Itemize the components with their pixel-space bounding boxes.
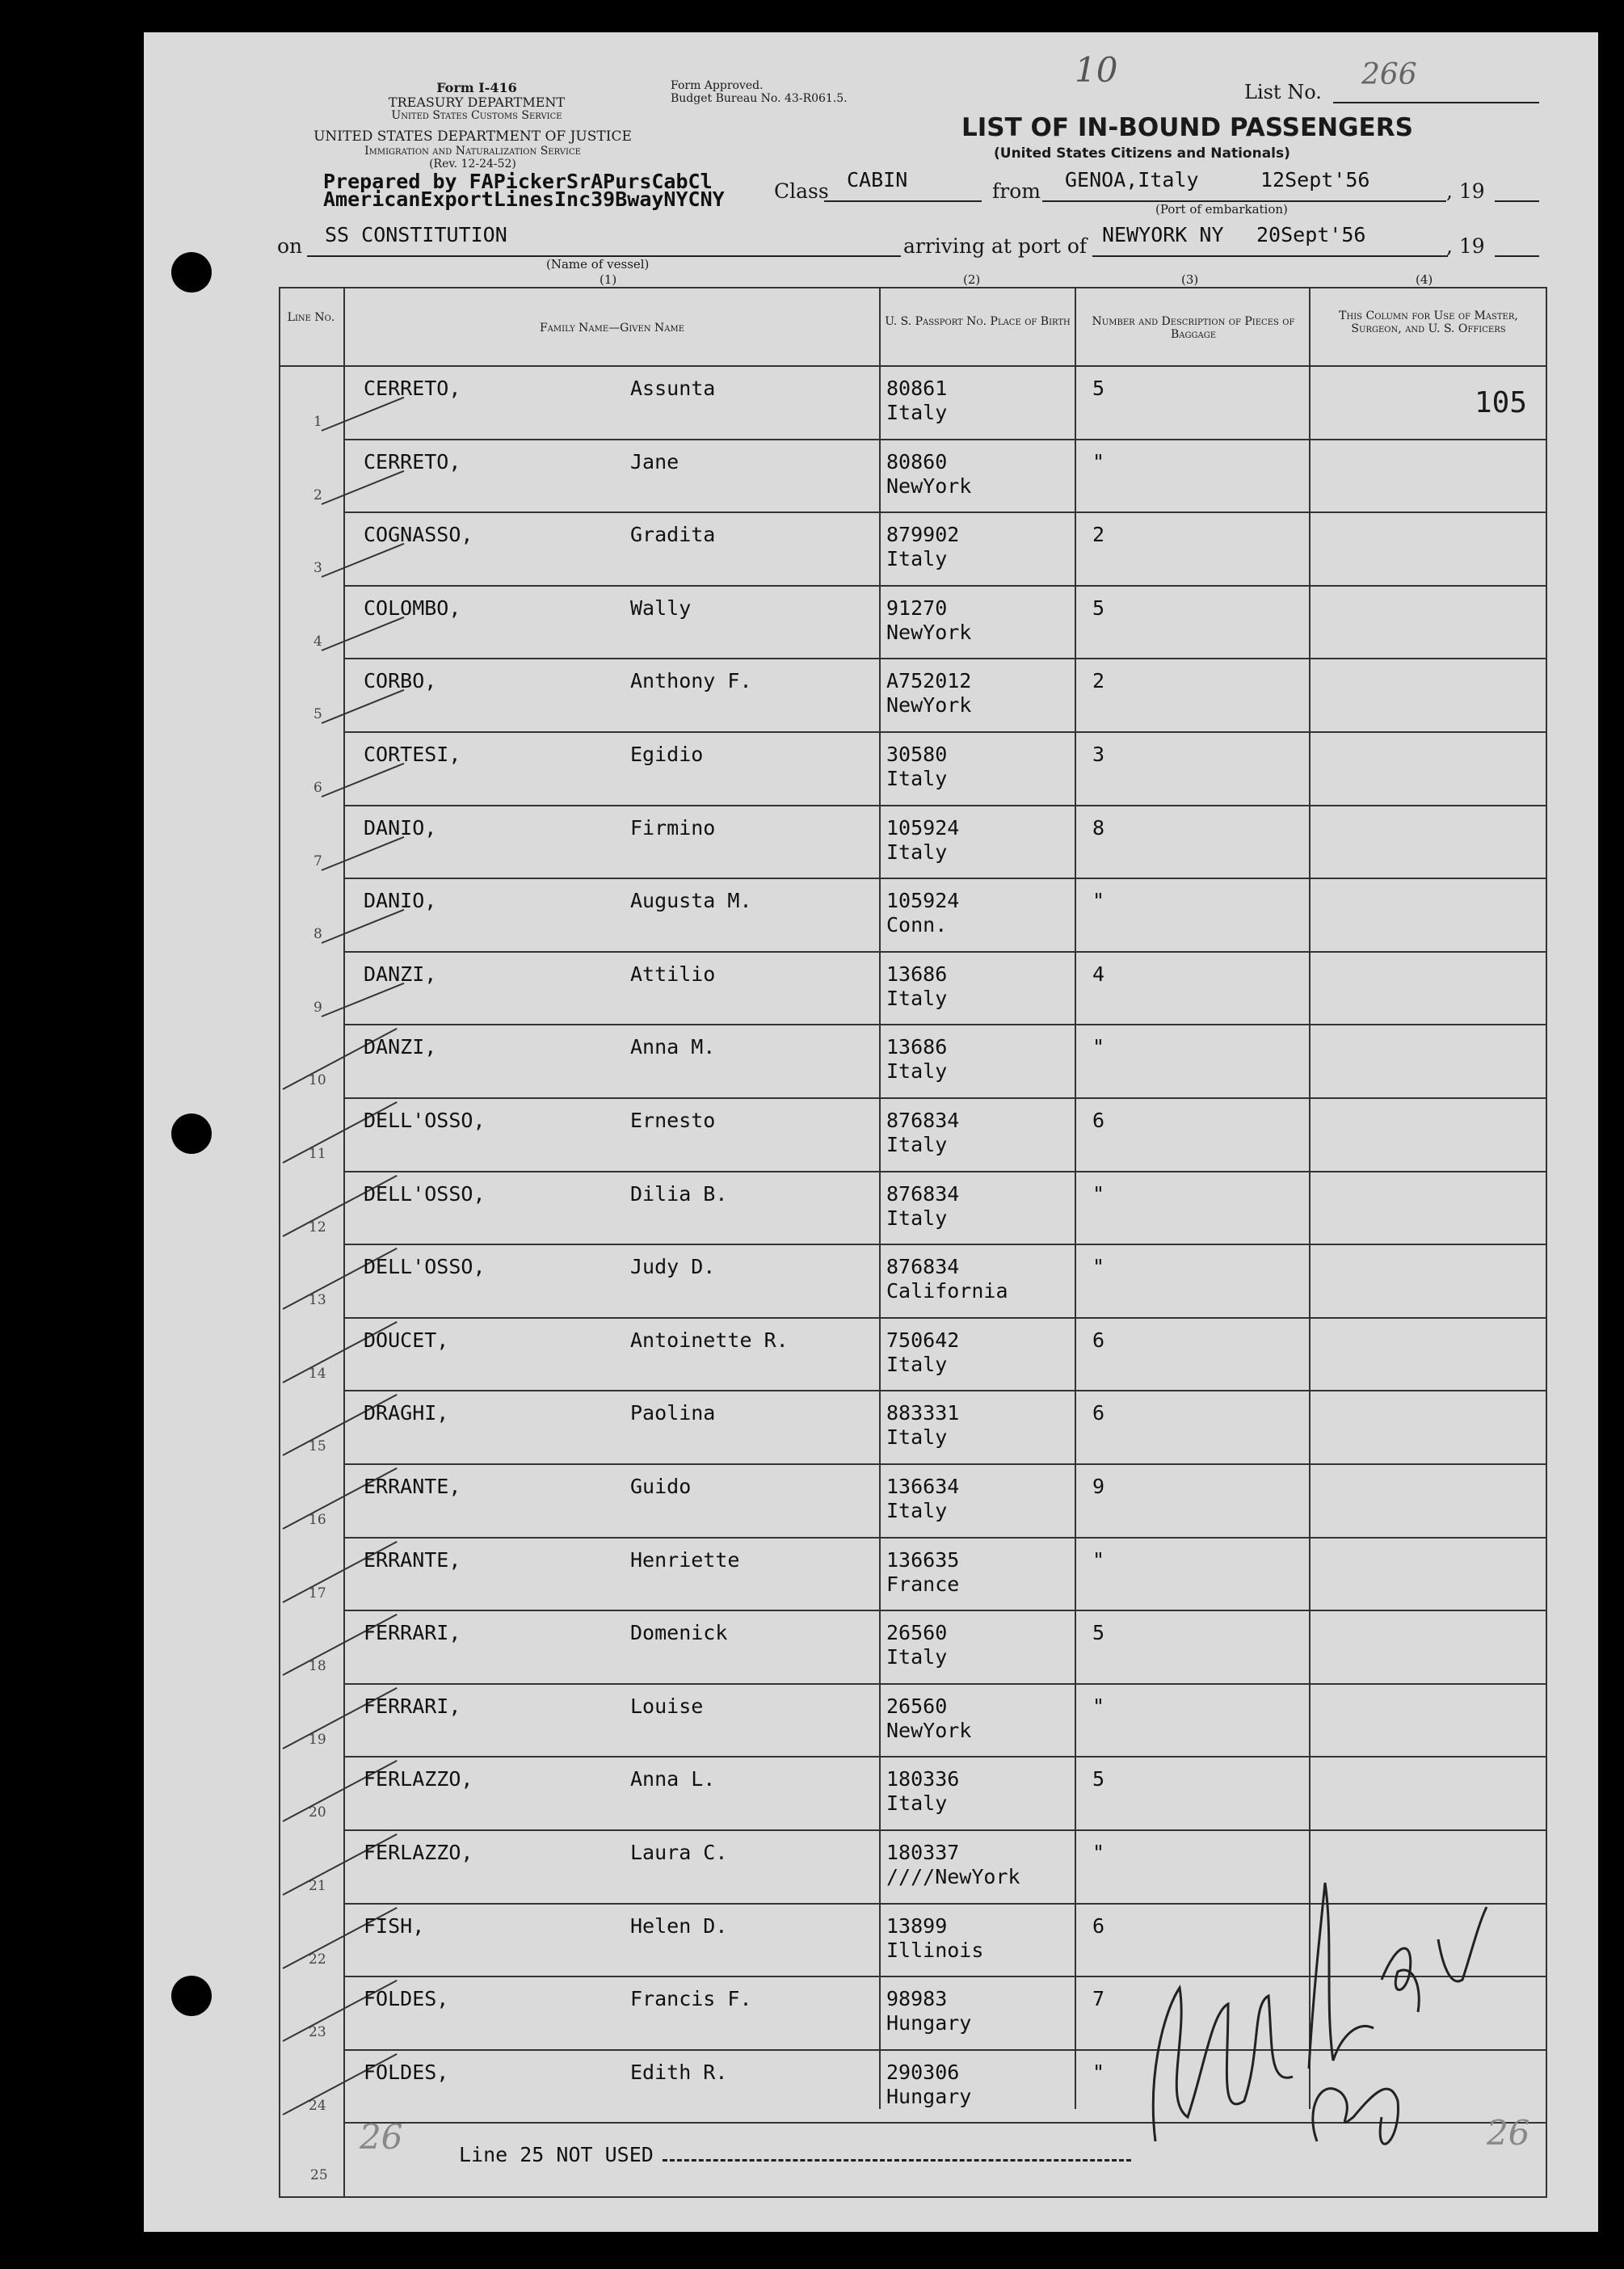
row-divider (343, 585, 1547, 587)
family-name: CORTESI, (364, 743, 461, 766)
line-number: 1 (313, 414, 322, 430)
line-number: 18 (309, 1658, 326, 1675)
treasury-dept: TREASURY DEPARTMENT (388, 95, 566, 110)
line-number: 6 (313, 780, 322, 796)
on-label: on (277, 234, 303, 258)
col-divider-line (343, 287, 345, 2198)
stamp-count-left: 26 (360, 2117, 403, 2157)
family-name: ERRANTE, (364, 1475, 461, 1498)
family-name: CORBO, (364, 669, 437, 693)
year-field-1 (1495, 170, 1539, 202)
col-header-name: Family Name—Given Name (539, 322, 685, 335)
family-name: ERRANTE, (364, 1547, 461, 1572)
line-number: 9 (313, 999, 322, 1016)
year-label-1: , 19 (1446, 179, 1485, 203)
form-approved: Form Approved. (671, 79, 764, 92)
place-of-birth: Italy (886, 547, 948, 571)
line-number: 7 (313, 852, 322, 869)
baggage-count: 2 (1092, 523, 1105, 547)
place-of-birth: Italy (886, 1499, 948, 1522)
col-num-2: (2) (963, 272, 981, 287)
passport-number: 80861 (886, 377, 948, 400)
given-name: Wally (630, 596, 692, 620)
col-header-officers: This Column for Use of Master, Surgeon, and U. S. Officers (1339, 309, 1518, 335)
place-of-birth: Italy (886, 1059, 948, 1084)
family-name: FOLDES, (364, 1987, 449, 2011)
line-number: 4 (313, 633, 322, 650)
ins-service: Immigration and Naturalization Service (364, 145, 581, 158)
place-of-birth: Hungary (886, 2084, 972, 2108)
form-number: Form I-416 (436, 80, 517, 95)
family-name: DANZI, (364, 962, 437, 986)
passport-number: 180336 (886, 1767, 960, 1791)
given-name: Jane (630, 449, 679, 474)
row-divider (343, 1024, 1547, 1025)
document-title: LIST OF IN-BOUND PASSENGERS (961, 113, 1413, 142)
baggage-count: " (1092, 1547, 1105, 1572)
family-name: FERRARI, (364, 1694, 461, 1718)
from-label: from (992, 179, 1041, 203)
row-divider (343, 731, 1547, 733)
baggage-count: 5 (1092, 596, 1105, 620)
passport-number: 105924 (886, 815, 960, 840)
given-name: Guido (630, 1475, 692, 1498)
baggage-count: 5 (1092, 1621, 1105, 1645)
line-number: 22 (309, 1951, 326, 1968)
place-of-birth: NewYork (886, 474, 972, 498)
line-number: 15 (309, 1438, 326, 1455)
passport-number: 91270 (886, 596, 948, 620)
place-of-birth: Italy (886, 767, 948, 790)
family-name: FISH, (364, 1913, 425, 1938)
place-of-birth: NewYork (886, 620, 972, 644)
given-name: Anna M. (630, 1035, 716, 1059)
baggage-count: 2 (1092, 669, 1105, 693)
place-of-birth: Italy (886, 840, 948, 864)
family-name: DANIO, (364, 889, 437, 913)
passport-number: 290306 (886, 2060, 960, 2084)
line-25-note: Line 25 NOT USED (459, 2143, 654, 2166)
given-name: Gradita (630, 523, 716, 547)
baggage-count: " (1092, 1181, 1105, 1206)
passport-number: 30580 (886, 743, 948, 766)
passport-number: 876834 (886, 1255, 960, 1279)
handwritten-page-number: 10 (1075, 50, 1118, 90)
baggage-count: " (1092, 1694, 1105, 1718)
given-name: Firmino (630, 815, 716, 840)
passport-number: 98983 (886, 1987, 948, 2011)
passport-number: 136634 (886, 1475, 960, 1498)
baggage-count: " (1092, 2060, 1105, 2084)
place-of-birth: California (886, 1279, 1008, 1303)
family-name: DANIO, (364, 815, 437, 840)
passport-number: 13899 (886, 1913, 948, 1938)
baggage-count: 4 (1092, 962, 1105, 986)
table-bottom-border (279, 2196, 1547, 2198)
baggage-count: 5 (1092, 377, 1105, 400)
prepared-by-line2: AmericanExportLinesInc39BwayNYCNY (323, 187, 725, 211)
family-name: DOUCET, (364, 1328, 449, 1352)
class-label: Class (774, 179, 829, 203)
year-field-2 (1495, 225, 1539, 257)
passport-number: 80860 (886, 449, 948, 474)
passport-number: A752012 (886, 669, 972, 693)
justice-dept: UNITED STATES DEPARTMENT OF JUSTICE (313, 128, 632, 145)
place-of-birth: NewYork (886, 693, 972, 718)
table-top-border (279, 287, 1546, 288)
binder-hole-middle (171, 1113, 212, 1154)
passport-number: 879902 (886, 523, 960, 547)
customs-service: United States Customs Service (391, 109, 562, 122)
place-of-birth: Italy (886, 401, 948, 424)
baggage-count: 5 (1092, 1767, 1105, 1791)
given-name: Henriette (630, 1547, 740, 1572)
baggage-count: " (1092, 1841, 1105, 1864)
passport-number: 136635 (886, 1547, 960, 1572)
row-divider (343, 658, 1547, 659)
baggage-count: 9 (1092, 1475, 1105, 1498)
officer-note-row1: 105 (1475, 386, 1528, 419)
given-name: Judy D. (630, 1255, 716, 1279)
line-number: 2 (313, 486, 322, 503)
table-header-bottom (279, 365, 1546, 367)
given-name: Assunta (630, 377, 716, 400)
line-25-dashes (663, 2159, 1131, 2162)
row-divider (343, 1683, 1547, 1685)
line-number: 20 (309, 1804, 326, 1821)
row-divider (343, 1317, 1547, 1319)
line-number: 12 (309, 1219, 326, 1236)
passport-number: 13686 (886, 1035, 948, 1059)
given-name: Augusta M. (630, 889, 752, 913)
place-of-birth: Illinois (886, 1938, 984, 1962)
place-of-birth: Italy (886, 1352, 948, 1376)
table-right-border (1546, 287, 1547, 2198)
row-divider (343, 439, 1547, 440)
year-label-2: , 19 (1446, 234, 1485, 258)
row-divider (343, 1390, 1547, 1391)
line-number: 17 (309, 1585, 326, 1602)
row-divider (343, 1463, 1547, 1465)
passport-number: 750642 (886, 1328, 960, 1352)
col-num-3: (3) (1181, 272, 1199, 287)
given-name: Domenick (630, 1621, 728, 1645)
table-left-border (279, 287, 280, 2198)
passport-number: 13686 (886, 962, 948, 986)
passport-number: 180337 (886, 1841, 960, 1864)
col-header-line-no: Line No. (287, 311, 335, 324)
vessel-value: SS CONSTITUTION (325, 223, 507, 246)
list-no-label: List No. (1244, 81, 1322, 103)
port-embarkation-caption: (Port of embarkation) (1155, 202, 1288, 217)
line-number: 8 (313, 926, 322, 943)
row-divider (343, 951, 1547, 953)
line-number-25: 25 (310, 2167, 328, 2183)
binder-hole-bottom (171, 1976, 212, 2016)
family-name: COLOMBO, (364, 596, 461, 620)
col-divider-officers (1309, 287, 1311, 2109)
passport-number: 105924 (886, 889, 960, 913)
given-name: Louise (630, 1694, 704, 1718)
line-number: 13 (309, 1292, 326, 1309)
vessel-caption: (Name of vessel) (546, 257, 650, 272)
family-name: DELL'OSSO, (364, 1181, 486, 1206)
line-number: 5 (313, 706, 322, 723)
handwritten-signature (1131, 1875, 1519, 2182)
baggage-count: 6 (1092, 1109, 1105, 1132)
place-of-birth: Italy (886, 1206, 948, 1230)
col-divider-passport (879, 287, 881, 2109)
row-divider (343, 1537, 1547, 1539)
baggage-count: 6 (1092, 1328, 1105, 1352)
from-date: 12Sept'56 (1260, 168, 1370, 192)
family-name: COGNASSO, (364, 523, 473, 547)
budget-bureau: Budget Bureau No. 43-R061.5. (671, 92, 848, 105)
row-divider (343, 1244, 1547, 1245)
family-name: FOLDES, (364, 2060, 449, 2084)
baggage-count: " (1092, 449, 1105, 474)
place-of-birth: Italy (886, 1133, 948, 1156)
col-divider-baggage (1075, 287, 1076, 2109)
given-name: Laura C. (630, 1841, 728, 1864)
binder-hole-top (171, 252, 212, 293)
col-header-passport: U. S. Passport No. Place of Birth (885, 315, 1071, 328)
baggage-count: " (1092, 1255, 1105, 1279)
col-num-4: (4) (1416, 272, 1433, 287)
row-divider (343, 1171, 1547, 1172)
line-number: 23 (309, 2024, 326, 2041)
baggage-count: 8 (1092, 815, 1105, 840)
row-divider (343, 1097, 1547, 1099)
passport-number: 883331 (886, 1401, 960, 1425)
arrival-port: NEWYORK NY (1102, 223, 1224, 246)
list-no-value: 266 (1361, 58, 1417, 91)
place-of-birth: Hungary (886, 2011, 972, 2035)
place-of-birth: Conn. (886, 913, 948, 937)
given-name: Helen D. (630, 1913, 728, 1938)
line-number: 3 (313, 560, 322, 577)
place-of-birth: NewYork (886, 1718, 972, 1742)
row-divider (343, 878, 1547, 879)
arriving-label: arriving at port of (903, 234, 1088, 258)
row-divider (343, 1610, 1547, 1611)
passport-number: 26560 (886, 1621, 948, 1645)
document-subtitle: (United States Citizens and Nationals) (994, 145, 1290, 162)
line-number: 24 (309, 2097, 326, 2114)
family-name: CERRETO, (364, 377, 461, 400)
baggage-count: 6 (1092, 1913, 1105, 1938)
family-name: DELL'OSSO, (364, 1255, 486, 1279)
line-number: 14 (309, 1365, 326, 1382)
given-name: Ernesto (630, 1109, 716, 1132)
family-name: FERLAZZO, (364, 1841, 473, 1864)
arrival-date: 20Sept'56 (1256, 223, 1366, 246)
baggage-count: " (1092, 889, 1105, 913)
row-divider (343, 1829, 1547, 1831)
given-name: Attilio (630, 962, 716, 986)
baggage-count: " (1092, 1035, 1105, 1059)
prepared-by-line1: Prepared by FAPickerSrAPursCabCl (323, 170, 713, 193)
place-of-birth: Italy (886, 1791, 948, 1816)
family-name: DANZI, (364, 1035, 437, 1059)
col-header-baggage: Number and Description of Pieces of Baggage (1092, 315, 1295, 341)
family-name: DELL'OSSO, (364, 1109, 486, 1132)
place-of-birth: Italy (886, 1645, 948, 1669)
family-name: CERRETO, (364, 449, 461, 474)
family-name: DRAGHI, (364, 1401, 449, 1425)
baggage-count: 3 (1092, 743, 1105, 766)
place-of-birth: France (886, 1572, 960, 1596)
stamp-count-right: 26 (1487, 2113, 1530, 2153)
passport-number: 26560 (886, 1694, 948, 1718)
row-divider (343, 1756, 1547, 1758)
given-name: Egidio (630, 743, 704, 766)
given-name: Dilia B. (630, 1181, 728, 1206)
line-number: 21 (309, 1878, 326, 1894)
given-name: Paolina (630, 1401, 716, 1425)
place-of-birth: ////NewYork (886, 1865, 1020, 1888)
passport-number: 876834 (886, 1181, 960, 1206)
place-of-birth: Italy (886, 1425, 948, 1450)
place-of-birth: Italy (886, 986, 948, 1010)
from-value: GENOA,Italy (1065, 168, 1199, 192)
col-num-1: (1) (600, 272, 617, 287)
line-number: 16 (309, 1512, 326, 1528)
passport-number: 876834 (886, 1109, 960, 1132)
row-divider (343, 511, 1547, 513)
family-name: FERRARI, (364, 1621, 461, 1645)
given-name: Francis F. (630, 1987, 752, 2011)
baggage-count: 6 (1092, 1401, 1105, 1425)
line-number: 19 (309, 1731, 326, 1748)
line-number: 11 (309, 1146, 326, 1162)
baggage-count: 7 (1092, 1987, 1105, 2011)
given-name: Edith R. (630, 2060, 728, 2084)
given-name: Anna L. (630, 1767, 716, 1791)
given-name: Anthony F. (630, 669, 752, 693)
given-name: Antoinette R. (630, 1328, 789, 1352)
class-value: CABIN (847, 168, 908, 192)
revision-date: (Rev. 12-24-52) (429, 158, 516, 170)
line-number: 10 (309, 1072, 326, 1089)
family-name: FERLAZZO, (364, 1767, 473, 1791)
row-divider (343, 805, 1547, 806)
